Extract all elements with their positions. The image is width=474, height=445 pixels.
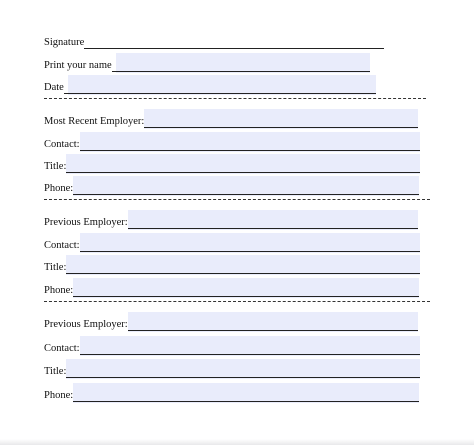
date-label: Date	[44, 82, 64, 93]
employer-2-phone-row	[44, 282, 419, 298]
employer-3-title-label: Title:	[44, 366, 67, 377]
employer-3-contact-row	[44, 340, 420, 356]
employer-1-name-label: Most Recent Employer:	[44, 116, 145, 127]
employer-1-contact-field[interactable]	[80, 138, 420, 152]
employer-3-contact-field[interactable]	[80, 342, 420, 356]
employer-2-phone-label: Phone:	[44, 285, 74, 296]
employer-2-name-row	[44, 214, 418, 230]
print-name-field[interactable]	[112, 59, 370, 73]
employer-1-title-field[interactable]	[66, 160, 420, 174]
employer-2-name-label: Previous Employer:	[44, 217, 128, 228]
employer-2-title-label: Title:	[44, 262, 67, 273]
employer-1-name-field[interactable]	[144, 115, 418, 129]
employer-1-name-row	[44, 113, 418, 129]
section-divider	[44, 98, 426, 99]
employer-2-contact-label: Contact:	[44, 240, 80, 251]
employer-3-name-row	[44, 316, 418, 332]
employer-2-name-field[interactable]	[128, 216, 418, 230]
employer-2-contact-field[interactable]	[80, 239, 420, 253]
employer-1-phone-label: Phone:	[44, 183, 74, 194]
print-name-row	[44, 57, 370, 73]
employer-1-title-row	[44, 158, 420, 174]
employer-1-phone-field[interactable]	[73, 182, 419, 196]
signature-label: Signature	[44, 37, 85, 48]
employer-3-contact-label: Contact:	[44, 343, 80, 354]
employer-3-title-field[interactable]	[66, 365, 420, 379]
page-bottom-edge	[0, 439, 474, 445]
date-field[interactable]	[64, 81, 376, 95]
employer-2-title-field[interactable]	[66, 261, 420, 275]
employer-1-contact-label: Contact:	[44, 139, 80, 150]
employer-3-phone-field[interactable]	[73, 389, 419, 403]
section-divider	[44, 199, 430, 200]
employer-3-name-field[interactable]	[128, 318, 418, 332]
employer-3-name-label: Previous Employer:	[44, 319, 128, 330]
date-row	[44, 79, 376, 95]
employer-1-contact-row	[44, 136, 420, 152]
signature-row	[44, 34, 384, 50]
employer-1-phone-row	[44, 180, 419, 196]
employer-3-phone-label: Phone:	[44, 390, 74, 401]
section-divider	[44, 301, 430, 302]
employer-2-phone-field[interactable]	[73, 284, 419, 298]
employer-2-contact-row	[44, 237, 420, 253]
signature-field[interactable]	[84, 36, 384, 50]
employer-3-title-row	[44, 363, 420, 379]
employer-3-phone-row	[44, 387, 419, 403]
employer-1-title-label: Title:	[44, 161, 67, 172]
employer-2-title-row	[44, 259, 420, 275]
print-name-label: Print your name	[44, 60, 112, 71]
